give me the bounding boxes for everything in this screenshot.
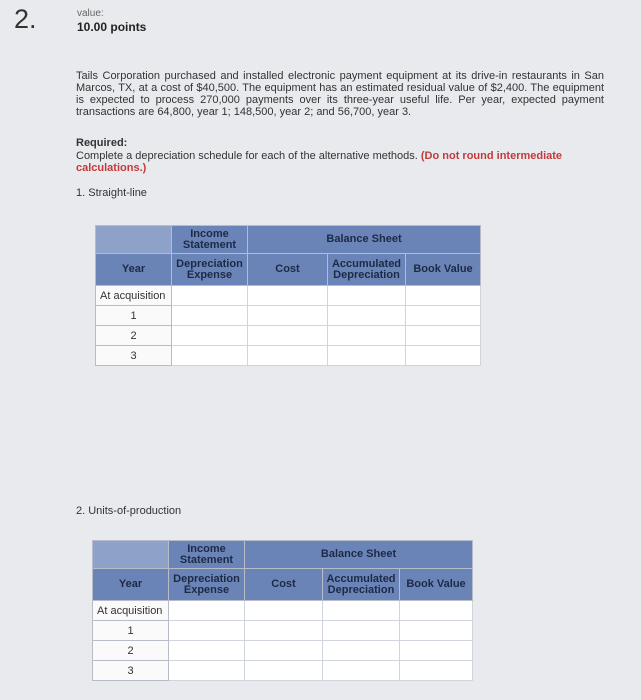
problem-text: Tails Corporation purchased and installed electronic payment equipment at its drive-in restaurants in San Marcos, TX, at a cost of $40,500. The equipment has an estimated residual value of $2,400. The equipment is expected to process 270,000 payments over its three-year useful life. Per year, expected payment transactions are 64,800, year 1; 148,500, year 2; and 56,700, year 3. [76,70,604,118]
accumulated-depreciation-input[interactable] [328,306,406,326]
cost-input[interactable] [245,661,323,681]
units-of-production-label: 2. Units-of-production [76,505,182,517]
book-value-input[interactable] [400,601,473,621]
book-value-input[interactable] [400,661,473,681]
required-text: Complete a depreciation schedule for each of the alternative methods. [76,150,418,162]
row-label: 2 [93,641,169,661]
book-value-input[interactable] [406,286,481,306]
table-row [96,286,481,306]
row-label: 3 [96,346,172,366]
required-instructions [76,150,606,174]
depreciation-expense-header: Depreciation Expense [172,254,248,286]
rounding-note: (Do not round intermediate calculations.) [76,150,563,174]
cost-input[interactable] [248,306,328,326]
year-header: Year [93,569,169,601]
row-label: At acquisition [96,286,172,306]
depreciation-input[interactable] [172,306,248,326]
accumulated-depreciation-input[interactable] [328,326,406,346]
depreciation-input[interactable] [169,621,245,641]
row-label: 1 [96,306,172,326]
income-statement-header: Income Statement [169,541,245,569]
accumulated-depreciation-input[interactable] [323,661,400,681]
row-label: 3 [93,661,169,681]
year-header: Year [96,254,172,286]
income-statement-header: Income Statement [172,226,248,254]
value-label: value: [77,8,104,19]
book-value-input[interactable] [400,621,473,641]
table-row [93,601,473,621]
accumulated-depreciation-input[interactable] [323,641,400,661]
row-label: At acquisition [93,601,169,621]
depreciation-input[interactable] [172,286,248,306]
table-row [93,661,473,681]
cost-input[interactable] [248,326,328,346]
cost-input[interactable] [248,346,328,366]
accumulated-depreciation-header: Accumulated Depreciation [328,254,406,286]
book-value-input[interactable] [406,306,481,326]
table-row [96,306,481,326]
depreciation-input[interactable] [169,661,245,681]
depreciation-expense-header: Depreciation Expense [169,569,245,601]
table-row [93,621,473,641]
cost-header: Cost [248,254,328,286]
row-label: 2 [96,326,172,346]
straight-line-label: 1. Straight-line [76,187,147,199]
book-value-header: Book Value [406,254,481,286]
book-value-header: Book Value [400,569,473,601]
accumulated-depreciation-header: Accumulated Depreciation [323,569,400,601]
row-label: 1 [93,621,169,641]
balance-sheet-header: Balance Sheet [248,226,481,254]
table-row [93,641,473,661]
book-value-input[interactable] [406,326,481,346]
table-row [96,326,481,346]
question-number: 2. [14,4,37,34]
cost-input[interactable] [245,601,323,621]
balance-sheet-header: Balance Sheet [245,541,473,569]
depreciation-input[interactable] [169,601,245,621]
points-value: 10.00 points [77,20,147,34]
accumulated-depreciation-input[interactable] [328,286,406,306]
depreciation-input[interactable] [172,346,248,366]
book-value-input[interactable] [400,641,473,661]
book-value-input[interactable] [406,346,481,366]
cost-input[interactable] [245,621,323,641]
cost-input[interactable] [248,286,328,306]
accumulated-depreciation-input[interactable] [323,601,400,621]
units-of-production-schedule [92,540,473,681]
cost-input[interactable] [245,641,323,661]
cost-header: Cost [245,569,323,601]
required-title: Required: [76,137,128,149]
accumulated-depreciation-input[interactable] [323,621,400,641]
table-row [96,346,481,366]
depreciation-input[interactable] [172,326,248,346]
accumulated-depreciation-input[interactable] [328,346,406,366]
depreciation-input[interactable] [169,641,245,661]
straight-line-schedule [95,225,481,366]
